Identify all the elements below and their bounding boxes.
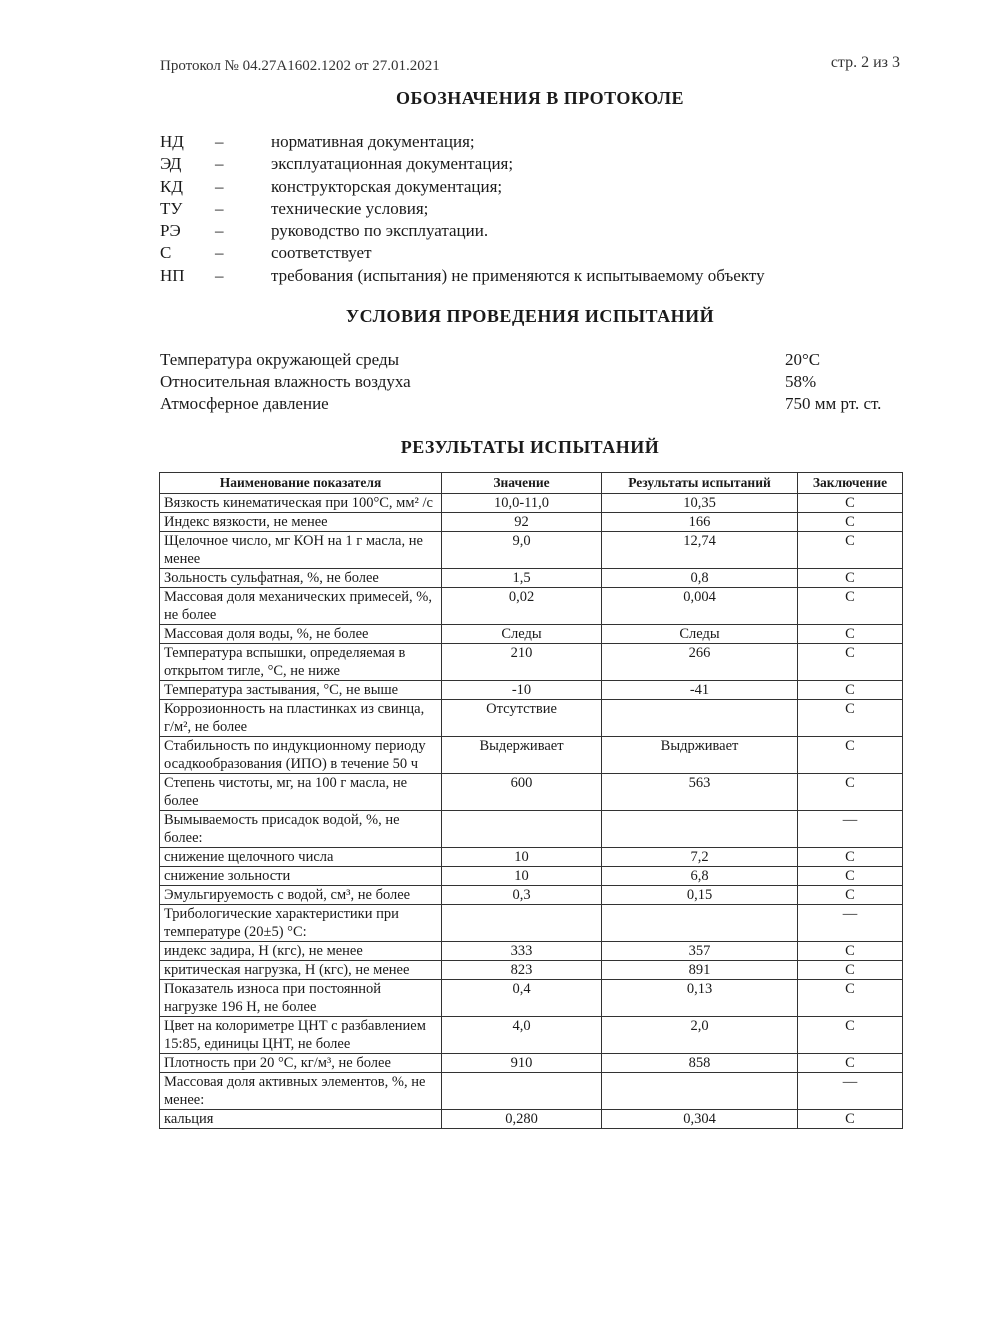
designation-item [160, 199, 860, 221]
required-value: 210 [442, 644, 602, 681]
indicator-name: Вымываемость присадок водой, %, не более: [160, 811, 442, 848]
conclusion: С [798, 1110, 903, 1129]
required-value: 9,0 [442, 532, 602, 569]
table-row [160, 1110, 903, 1129]
required-value: 1,5 [442, 569, 602, 588]
indicator-name: Плотность при 20 °С, кг/м³, не более [160, 1054, 442, 1073]
conclusion: С [798, 588, 903, 625]
condition-item [160, 350, 900, 372]
conclusion: С [798, 1017, 903, 1054]
conclusion: С [798, 700, 903, 737]
table-row [160, 1017, 903, 1054]
required-value: 0,280 [442, 1110, 602, 1129]
condition-value: 20°С [785, 350, 821, 369]
indicator-name: Коррозионность на пластинках из свинца, г/м², не более [160, 700, 442, 737]
indicator-name: Вязкость кинематическая при 100°С, мм² /с [160, 494, 442, 513]
required-value: 92 [442, 513, 602, 532]
designation-item [160, 177, 860, 199]
test-result: 0,15 [602, 886, 798, 905]
table-row [160, 811, 903, 848]
designations-list [160, 132, 860, 288]
protocol-number: Протокол № 04.27А1602.1202 от 27.01.2021 [160, 58, 440, 74]
test-result: 357 [602, 942, 798, 961]
conclusion: С [798, 532, 903, 569]
conclusion: С [798, 681, 903, 700]
indicator-name: Эмульгируемость с водой, см³, не более [160, 886, 442, 905]
indicator-name: Индекс вязкости, не менее [160, 513, 442, 532]
designation-item [160, 243, 860, 265]
indicator-name: Температура вспышки, определяемая в открытом тигле, °С, не ниже [160, 644, 442, 681]
test-result: 0,13 [602, 980, 798, 1017]
required-value: 0,02 [442, 588, 602, 625]
required-value: -10 [442, 681, 602, 700]
conditions-title: УСЛОВИЯ ПРОВЕДЕНИЯ ИСПЫТАНИЙ [345, 306, 715, 326]
designation-dash: – [215, 198, 224, 218]
test-result: Выдрживает [602, 737, 798, 774]
conclusion: С [798, 644, 903, 681]
designation-code: КД [160, 176, 183, 196]
conclusion: С [798, 625, 903, 644]
required-value: 10,0-11,0 [442, 494, 602, 513]
table-row [160, 886, 903, 905]
table-row [160, 905, 903, 942]
test-result: Следы [602, 625, 798, 644]
test-result [602, 905, 798, 942]
test-result: -41 [602, 681, 798, 700]
table-row [160, 513, 903, 532]
required-value: Отсутствие [442, 700, 602, 737]
conditions-list [160, 350, 900, 416]
condition-item [160, 394, 900, 416]
designation-dash: – [215, 221, 224, 241]
column-header-name: Наименование показателя [160, 473, 442, 494]
conclusion: С [798, 737, 903, 774]
table-row [160, 700, 903, 737]
designation-dash: – [215, 132, 224, 151]
required-value: 600 [442, 774, 602, 811]
conclusion: С [798, 1054, 903, 1073]
test-result: 0,8 [602, 569, 798, 588]
table-row [160, 848, 903, 867]
designation-code: НП [160, 265, 185, 285]
indicator-name: Зольность сульфатная, %, не более [160, 569, 442, 588]
designation-item [160, 221, 860, 243]
table-row [160, 942, 903, 961]
indicator-name: Стабильность по индукционному периоду осадкообразования (ИПО) в течение 50 ч [160, 737, 442, 774]
table-row [160, 681, 903, 700]
test-result: 7,2 [602, 848, 798, 867]
designation-text: эксплуатационная документация; [271, 154, 514, 174]
conclusion: С [798, 494, 903, 513]
required-value: 4,0 [442, 1017, 602, 1054]
test-result: 563 [602, 774, 798, 811]
required-value: 823 [442, 961, 602, 980]
required-value: 10 [442, 848, 602, 867]
indicator-name: индекс задира, Н (кгс), не менее [160, 942, 442, 961]
conclusion: С [798, 961, 903, 980]
table-row [160, 1073, 903, 1110]
condition-value: 58% [785, 372, 817, 391]
test-result: 6,8 [602, 867, 798, 886]
table-row [160, 569, 903, 588]
conclusion: С [798, 886, 903, 905]
table-row [160, 625, 903, 644]
required-value: 0,3 [442, 886, 602, 905]
designation-code: ТУ [160, 198, 183, 218]
test-result: 10,35 [602, 494, 798, 513]
required-value: Следы [442, 625, 602, 644]
conclusion: С [798, 980, 903, 1017]
column-header-value: Значение [442, 473, 602, 494]
conclusion: С [798, 569, 903, 588]
results-table [159, 472, 903, 1129]
designation-text: требования (испытания) не применяются к испытываемому объекту [271, 265, 765, 285]
test-result: 858 [602, 1054, 798, 1073]
conclusion: С [798, 774, 903, 811]
conclusion: С [798, 848, 903, 867]
condition-label: Атмосферное давление [160, 394, 329, 413]
designation-code: НД [160, 132, 184, 151]
required-value [442, 811, 602, 848]
indicator-name: Трибологические характеристики при температуре (20±5) °С: [160, 905, 442, 942]
required-value: Выдерживает [442, 737, 602, 774]
indicator-name: Массовая доля активных элементов, %, не менее: [160, 1073, 442, 1110]
table-row [160, 1054, 903, 1073]
condition-label: Температура окружающей среды [160, 350, 400, 369]
required-value: 0,4 [442, 980, 602, 1017]
test-result: 891 [602, 961, 798, 980]
designation-code: ЭД [160, 154, 182, 174]
conclusion: — [798, 811, 903, 848]
test-result [602, 700, 798, 737]
table-row [160, 532, 903, 569]
indicator-name: Показатель износа при постоянной нагрузке 196 Н, не более [160, 980, 442, 1017]
column-header-conclusion: Заключение [798, 473, 903, 494]
results-title: РЕЗУЛЬТАТЫ ИСПЫТАНИЙ [400, 437, 660, 457]
indicator-name: Массовая доля воды, %, не более [160, 625, 442, 644]
indicator-name: Температура застывания, °С, не выше [160, 681, 442, 700]
designation-dash: – [215, 176, 224, 196]
test-result: 12,74 [602, 532, 798, 569]
designation-code: РЭ [160, 221, 181, 241]
test-result: 2,0 [602, 1017, 798, 1054]
designation-code: С [160, 243, 172, 263]
indicator-name: Цвет на колориметре ЦНТ с разбавлением 15:85, единицы ЦНТ, не более [160, 1017, 442, 1054]
table-row [160, 494, 903, 513]
condition-label: Относительная влажность воздуха [160, 372, 411, 391]
table-row [160, 588, 903, 625]
designation-item [160, 132, 860, 154]
indicator-name: критическая нагрузка, Н (кгс), не менее [160, 961, 442, 980]
designation-text: руководство по эксплуатации. [271, 221, 489, 241]
designation-text: нормативная документация; [271, 132, 475, 151]
table-row [160, 961, 903, 980]
designation-item [160, 154, 860, 176]
conclusion: — [798, 905, 903, 942]
condition-value: 750 мм рт. ст. [785, 394, 882, 413]
indicator-name: Щелочное число, мг КОН на 1 г масла, не менее [160, 532, 442, 569]
indicator-name: снижение щелочного числа [160, 848, 442, 867]
conclusion: С [798, 513, 903, 532]
test-result: 166 [602, 513, 798, 532]
conclusion: — [798, 1073, 903, 1110]
table-row [160, 774, 903, 811]
designations-title: ОБОЗНАЧЕНИЯ В ПРОТОКОЛЕ [395, 88, 685, 108]
test-result: 0,304 [602, 1110, 798, 1129]
designation-text: конструкторская документация; [271, 176, 503, 196]
column-header-result: Результаты испытаний [602, 473, 798, 494]
required-value: 10 [442, 867, 602, 886]
conclusion: С [798, 942, 903, 961]
designation-dash: – [215, 154, 224, 174]
designation-dash: – [215, 243, 224, 263]
indicator-name: Степень чистоты, мг, на 100 г масла, не более [160, 774, 442, 811]
indicator-name: кальция [160, 1110, 442, 1129]
indicator-name: Массовая доля механических примесей, %, не более [160, 588, 442, 625]
condition-item [160, 372, 900, 394]
designation-item [160, 266, 860, 288]
required-value [442, 1073, 602, 1110]
designation-text: соответствует [271, 243, 372, 263]
designation-dash: – [215, 265, 224, 285]
indicator-name: снижение зольности [160, 867, 442, 886]
required-value: 910 [442, 1054, 602, 1073]
required-value: 333 [442, 942, 602, 961]
page-number: стр. 2 из 3 [830, 54, 900, 71]
table-row [160, 867, 903, 886]
designation-text: технические условия; [271, 198, 429, 218]
test-result [602, 1073, 798, 1110]
table-row [160, 644, 903, 681]
results-header-row [160, 473, 903, 494]
conclusion: С [798, 867, 903, 886]
test-result: 266 [602, 644, 798, 681]
table-row [160, 980, 903, 1017]
test-result: 0,004 [602, 588, 798, 625]
required-value [442, 905, 602, 942]
table-row [160, 737, 903, 774]
test-result [602, 811, 798, 848]
